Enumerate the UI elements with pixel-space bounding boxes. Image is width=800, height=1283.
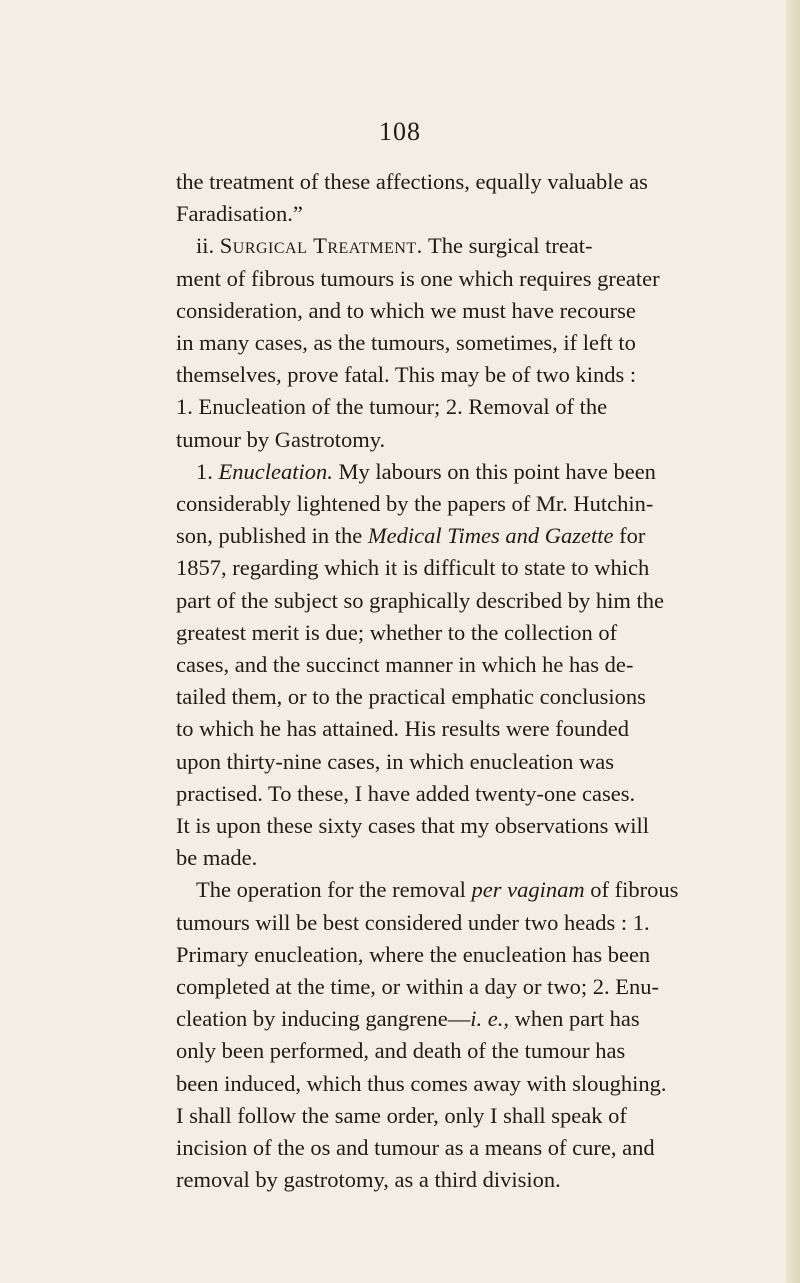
text-segment: upon thirty-nine cases, in which enucleation was [176, 748, 615, 774]
text-line [176, 939, 721, 971]
text-line [176, 842, 721, 874]
text-line [176, 1164, 721, 1196]
text-segment: considerably lightened by the papers of Mr. Hutchin- [176, 491, 654, 517]
text-segment: incision of the os and tumour as a means of cure, and [176, 1135, 655, 1161]
text-line [176, 198, 721, 230]
text-segment: cleation by inducing gangrene— [176, 1006, 471, 1032]
text-segment: when part has [509, 1006, 640, 1032]
text-segment: The operation for the removal [196, 877, 472, 903]
page-edge-shadow [786, 0, 800, 1283]
text-line [176, 552, 721, 584]
text-line [176, 681, 721, 713]
text-segment: tailed them, or to the practical emphatic conclusions [176, 684, 646, 710]
text-segment: 1. [196, 458, 219, 484]
text-line [176, 456, 721, 488]
text-segment: practised. To these, I have added twenty-one cases. [176, 780, 636, 806]
text-segment: tumours will be best considered under two heads : 1. [176, 909, 650, 935]
text-line [176, 424, 721, 456]
text-segment: cases, and the succinct manner in which he has de- [176, 652, 634, 678]
text-segment: completed at the time, or within a day or two; 2. Enu- [176, 974, 660, 1000]
text-segment: I shall follow the same order, only I shall speak of [176, 1102, 627, 1128]
section-heading: Surgical Treatment. [219, 233, 423, 259]
text-segment: The surgical treat- [422, 233, 593, 259]
text-line [176, 907, 721, 939]
text-segment: 1857, regarding which it is difficult to state to which [176, 555, 650, 581]
text-line [176, 1035, 721, 1067]
text-line [176, 713, 721, 745]
text-segment: for [613, 523, 646, 549]
text-segment: be made. [176, 845, 258, 871]
text-segment: Faradisation.” [176, 201, 303, 227]
text-segment: in many cases, as the tumours, sometimes, if left to [176, 330, 636, 356]
text-segment: It is upon these sixty cases that my observations will [176, 813, 650, 839]
text-line [176, 649, 721, 681]
text-line [176, 617, 721, 649]
text-line [176, 520, 721, 552]
text-segment: ii. [196, 233, 220, 259]
text-line [176, 874, 721, 906]
text-line [176, 327, 721, 359]
italic-phrase: Medical Times and Gazette [367, 523, 614, 549]
text-segment: been induced, which thus comes away with sloughing. [176, 1070, 667, 1096]
text-line [176, 1003, 721, 1035]
page-number: 108 [379, 117, 421, 146]
text-segment: part of the subject so graphically described by him the [176, 587, 664, 613]
text-line [176, 391, 721, 423]
text-segment: themselves, prove fatal. This may be of two kinds : [176, 362, 637, 388]
text-line [176, 1100, 721, 1132]
text-line [176, 585, 721, 617]
italic-phrase: Enucleation. [218, 458, 333, 484]
text-line [176, 166, 721, 198]
text-line [176, 263, 721, 295]
text-line [176, 1068, 721, 1100]
body-text [176, 166, 721, 1197]
text-line [176, 746, 721, 778]
text-line [176, 295, 721, 327]
text-line [176, 810, 721, 842]
italic-phrase: per vaginam [471, 877, 585, 903]
text-segment: the treatment of these affections, equally valuable as [176, 169, 648, 194]
text-segment: to which he has attained. His results were founded [176, 716, 629, 742]
text-segment: removal by gastrotomy, as a third division. [176, 1167, 561, 1193]
text-segment: tumour by Gastrotomy. [176, 426, 386, 452]
text-segment: consideration, and to which we must have recourse [176, 297, 636, 323]
text-segment: ment of fibrous tumours is one which requires greater [176, 265, 660, 291]
text-line [176, 230, 721, 262]
text-segment: son, published in the [176, 523, 368, 549]
text-line [176, 488, 721, 520]
text-line [176, 359, 721, 391]
text-segment: only been performed, and death of the tumour has [176, 1038, 626, 1064]
text-segment: 1. Enucleation of the tumour; 2. Removal of the [176, 394, 608, 420]
text-segment: of fibrous [584, 877, 679, 903]
text-line [176, 778, 721, 810]
text-segment: Primary enucleation, where the enucleation has been [176, 941, 651, 967]
text-line [176, 971, 721, 1003]
text-segment: greatest merit is due; whether to the collection of [176, 619, 618, 645]
italic-phrase: i. e., [470, 1006, 510, 1032]
text-segment: My labours on this point have been [332, 458, 656, 484]
text-line [176, 1132, 721, 1164]
